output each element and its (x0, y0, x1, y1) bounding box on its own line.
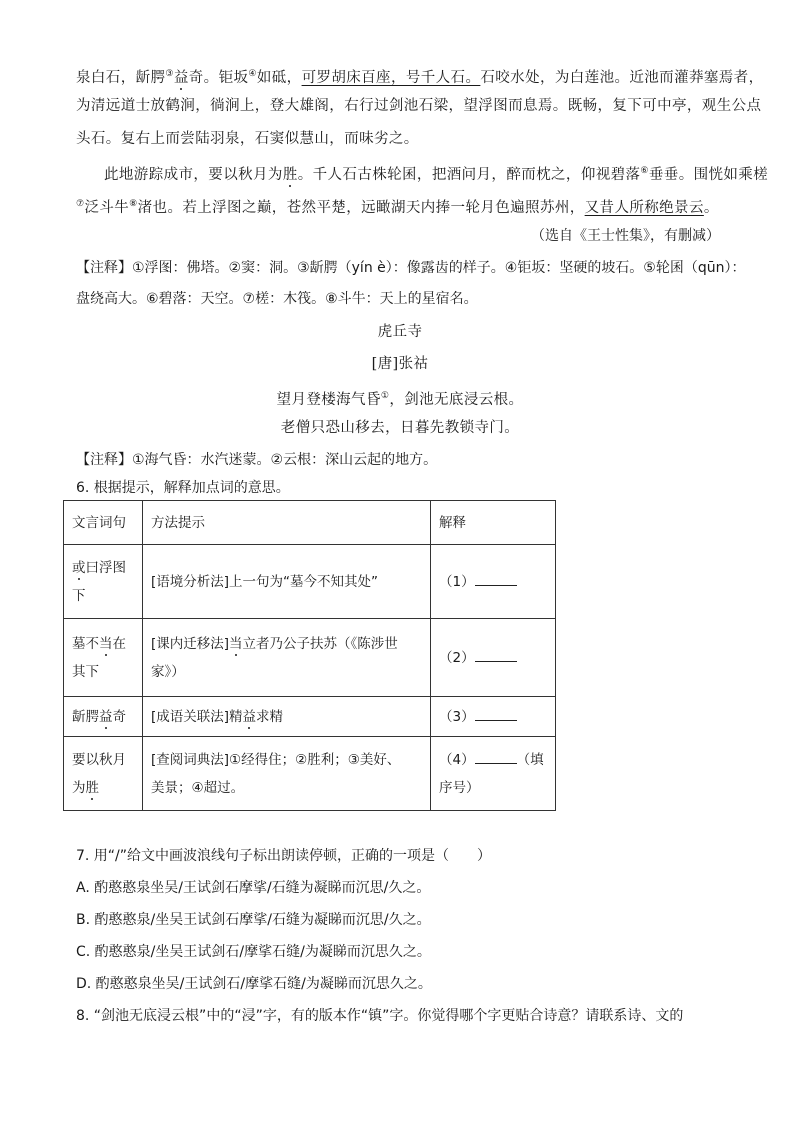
answer-cell: （2） (431, 619, 556, 697)
table-row (64, 737, 556, 811)
header-cell-answer: 解释 (431, 501, 556, 545)
dotted-word-yi: 益 (173, 69, 189, 86)
q8-prompt: 8. “剑池无底浸云根”中的“浸”字，有的版本作“镇”字。你觉得哪个字更贴合诗意？请联系诗、文的 (76, 1008, 684, 1024)
underlined-phrase: 又昔人所称绝景云 (584, 199, 704, 216)
q7-option-c[interactable]: C. 酌憨憨泉/坐吴王试剑石/摩挲石缝/为凝睇而沉思久之。 (76, 944, 431, 960)
answer-blank-2[interactable] (475, 647, 517, 662)
phrase-cell: 或曰浮图 下 (64, 545, 143, 619)
passage-line-2: 为清远道士放鹤涧，徜涧上，登大雄阁，右行过剑池石梁，望浮图而息焉。既畅，复下可中亭，观生公点 (76, 98, 762, 114)
passage-line-5: ⑦泛斗牛⑧渚也。若上浮图之巅，苍然平楚，远瞰湖天内捧一轮月色遍照苏州，又昔人所称绝景云。 (76, 199, 719, 216)
dotted-word-sheng: 胜 (282, 166, 298, 183)
passage-line-4: 此地游踪成市，要以秋月为胜。千人石古株轮囷，把酒问月，醉而枕之，仰视碧落⑥垂垂。围恍如乘槎 (104, 166, 769, 183)
passage-line-1: 泉白石，龂腭③益奇。钜坂④如砥，可罗胡床百座，号千人石。石咬水处，为白莲池。近池而灌莽塞焉者， (76, 69, 764, 86)
header-cell-hint: 方法提示 (143, 501, 431, 545)
answer-blank-3[interactable] (475, 706, 517, 721)
q7-option-d[interactable]: D. 酌憨憨泉坐吴/王试剑石/摩挲石缝/为凝睇而沉思久之。 (76, 976, 432, 992)
q7-prompt: 7. 用“/”给文中画波浪线句子标出朗读停顿，正确的一项是（ ） (76, 848, 492, 864)
table-row (64, 545, 556, 619)
poem-line-1: 望月登楼海气昏①，剑池无底浸云根。 (276, 391, 524, 408)
notes-line-1: 【注释】①浮图：佛塔。②窦：洞。③龂腭（yín è）：像露齿的样子。④钜坂：坚硬的坡石。⑤轮囷（qūn）： (76, 260, 746, 276)
table-header-row (64, 501, 556, 545)
underlined-sentence: 可罗胡床百座，号千人石。 (301, 69, 481, 86)
passage-source: （选自《王士性集》，有删减） (531, 228, 720, 244)
hint-cell: [语境分析法]上一句为“墓今不知其处” (143, 545, 431, 619)
passage-line-3: 头石。复右上而尝陆羽泉，石窦似慧山，而味劣之。 (76, 131, 419, 147)
header-cell-phrase: 文言词句 (64, 501, 143, 545)
phrase-cell: 龂腭益奇 (64, 697, 143, 737)
q7-option-b[interactable]: B. 酌憨憨泉/坐吴王试剑石摩挲/石缝为凝睇而沉思/久之。 (76, 912, 431, 928)
poem-line-2: 老僧只恐山移去，日暮先教锁寺门。 (280, 420, 520, 436)
q6-table (63, 500, 556, 811)
answer-cell: （3） (431, 697, 556, 737)
poem-title: 虎丘寺 (377, 324, 423, 340)
table-row (64, 619, 556, 697)
hint-cell: [课内迁移法]当立者乃公子扶苏（《陈涉世 家》） (143, 619, 431, 697)
poem-notes: 【注释】①海气昏：水汽迷蒙。②云根：深山云起的地方。 (76, 452, 438, 468)
hint-cell: [查阅词典法]①经得住；②胜利；③美好、 美景；④超过。 (143, 737, 431, 811)
answer-blank-1[interactable] (475, 571, 517, 586)
poem-author: [唐]张祜 (371, 356, 429, 372)
answer-blank-4[interactable] (475, 749, 517, 764)
q7-option-a[interactable]: A. 酌憨憨泉坐吴/王试剑石摩挲/石缝为凝睇而沉思/久之。 (76, 880, 431, 896)
answer-cell: （4） （填 序号） (431, 737, 556, 811)
phrase-cell: 要以秋月 为胜 (64, 737, 143, 811)
table-row (64, 697, 556, 737)
notes-line-2: 盘绕高大。⑥碧落：天空。⑦槎：木筏。⑧斗牛：天上的星宿名。 (76, 291, 478, 307)
q6-prompt: 6. 根据提示，解释加点词的意思。 (76, 480, 290, 496)
phrase-cell: 墓不当在 其下 (64, 619, 143, 697)
hint-cell: [成语关联法]精益求精 (143, 697, 431, 737)
answer-cell: （1） (431, 545, 556, 619)
